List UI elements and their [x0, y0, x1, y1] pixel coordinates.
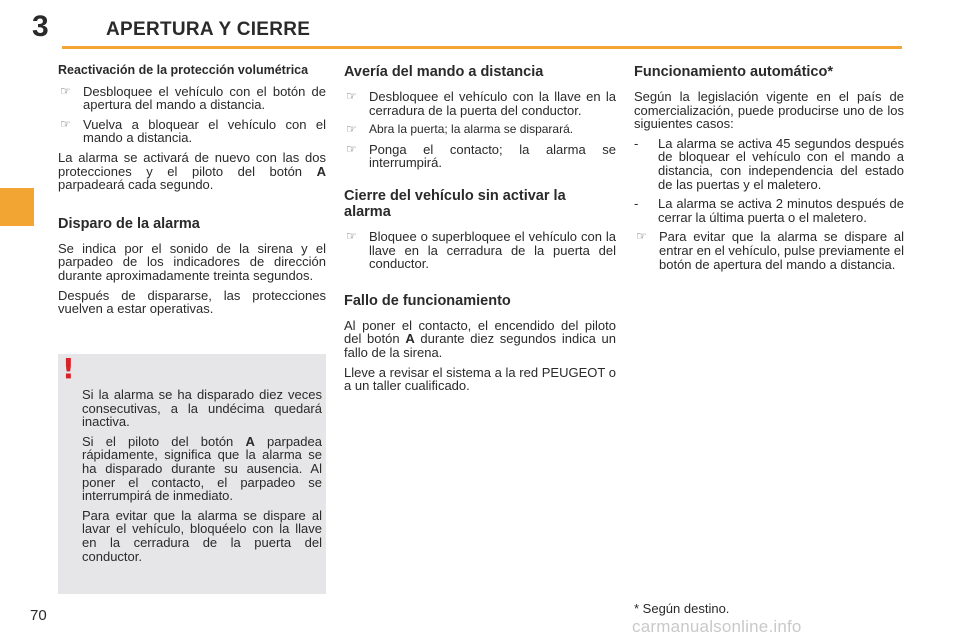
pointing-hand-icon: ☞	[60, 83, 71, 98]
text: Al poner el contacto, el encendido del piloto del botón	[344, 317, 616, 347]
list-item	[344, 143, 616, 170]
list-item-text: Para evitar que la alarma se dispare al entrar en el vehículo, pulse previamente el botón de apertura del mando a distancia.	[659, 229, 904, 272]
exclamation-icon: !	[62, 352, 75, 385]
list-item-text: Vuelva a bloquear el vehículo con el mando a distancia.	[83, 116, 326, 146]
button-key-label: A	[316, 163, 326, 179]
footnote: * Según destino.	[634, 601, 730, 616]
list-item	[58, 85, 326, 112]
list-item-text: La alarma se activa 45 segundos después de bloquear el vehículo con el mando a distancia, con independencia del estado de las puertas y el maletero.	[658, 135, 904, 192]
chapter-side-tab	[0, 188, 34, 226]
list-item-text: Desbloquee el vehículo con la llave en la cerradura de la puerta del conductor.	[369, 89, 616, 118]
dash-marker: -	[634, 196, 639, 212]
list-item	[58, 118, 326, 145]
header-rule	[62, 46, 902, 49]
trigger-heading: Disparo de la alarma	[58, 215, 200, 232]
pointing-hand-icon: ☞	[60, 116, 71, 131]
text: Si el piloto del botón	[82, 433, 234, 449]
lock-without-alarm-heading: Cierre del vehículo sin activar la alarma	[344, 187, 566, 220]
list-item-text: Desbloquee el vehículo con el botón de apertura del mando a distancia.	[83, 83, 326, 113]
text: parpadea rápidamente, significa que la alarma se ha disparado durante su ausencia. Al poner el contacto, el parpadeo se interrumpirá de inmediato.	[82, 433, 322, 504]
remote-fault-heading: Avería del mando a distancia	[344, 64, 544, 80]
list-item	[634, 137, 904, 191]
warning-paragraph-1: Si la alarma se ha disparado diez veces consecutivas, a la undécima quedará inactiva.	[82, 387, 322, 430]
list-item-text: Ponga el contacto; la alarma se interrumpirá.	[369, 141, 616, 171]
list-item-text: Bloquee o superbloquee el vehículo con la llave en la cerradura de la puerta del conductor.	[369, 228, 616, 272]
text: parpadeará cada segundo.	[58, 177, 214, 193]
malfunction-paragraph-1	[344, 319, 616, 360]
malfunction-heading: Fallo de funcionamiento	[344, 292, 511, 309]
page-number: 70	[30, 607, 47, 624]
column-left	[58, 64, 326, 322]
list-item	[344, 90, 616, 117]
auto-function-cases	[634, 137, 904, 225]
pointing-hand-icon: ☞	[636, 229, 647, 244]
warning-paragraph-3: Para evitar que la alarma se dispare al lavar el vehículo, bloquéelo con la llave en la cerradura de la puerta del conductor.	[82, 507, 322, 564]
chapter-number: 3	[32, 10, 49, 43]
button-key-label: A	[245, 433, 255, 449]
column-right	[634, 64, 904, 277]
warning-text	[82, 388, 322, 569]
pointing-hand-icon: ☞	[346, 89, 357, 103]
list-item-text: La alarma se activa 2 minutos después de cerrar la última puerta o el maletero.	[658, 196, 904, 225]
lock-without-alarm-list	[344, 230, 616, 271]
list-item-text: Abra la puerta; la alarma se disparará.	[369, 122, 574, 137]
auto-function-intro: Según la legislación vigente en el país de comercialización, puede producirse uno de los siguientes casos:	[634, 89, 904, 132]
list-item	[634, 197, 904, 224]
pointing-hand-icon: ☞	[346, 141, 357, 156]
reactivation-heading: Reactivación de la protección volumétrica	[58, 63, 309, 77]
auto-function-heading: Funcionamiento automático*	[634, 64, 833, 80]
pointing-hand-icon: ☞	[346, 228, 357, 243]
reactivation-paragraph	[58, 151, 326, 192]
button-key-label: A	[405, 331, 415, 347]
chapter-title: APERTURA Y CIERRE	[106, 19, 311, 40]
remote-fault-list	[344, 90, 616, 170]
column-middle	[344, 64, 616, 399]
text: La alarma se activará de nuevo con las dos protecciones y el piloto del botón	[58, 149, 326, 179]
list-item	[344, 123, 616, 137]
watermark: carmanualsonline.info	[632, 617, 802, 636]
auto-function-tips	[634, 230, 904, 271]
pointing-hand-icon: ☞	[346, 122, 357, 137]
list-item	[344, 230, 616, 271]
list-item	[634, 230, 904, 271]
text: durante diez segundos indica un fallo de la sirena.	[344, 331, 616, 360]
malfunction-paragraph-2: Lleve a revisar el sistema a la red PEUGEOT o a un taller cualificado.	[344, 364, 616, 394]
dash-marker: -	[634, 135, 639, 151]
trigger-paragraph-2: Después de dispararse, las protecciones vuelven a estar operativas.	[58, 287, 326, 317]
trigger-paragraph-1: Se indica por el sonido de la sirena y el parpadeo de los indicadores de dirección durante aproximadamente treinta segundos.	[58, 240, 326, 283]
warning-paragraph-2	[82, 435, 322, 503]
reactivation-list	[58, 85, 326, 145]
